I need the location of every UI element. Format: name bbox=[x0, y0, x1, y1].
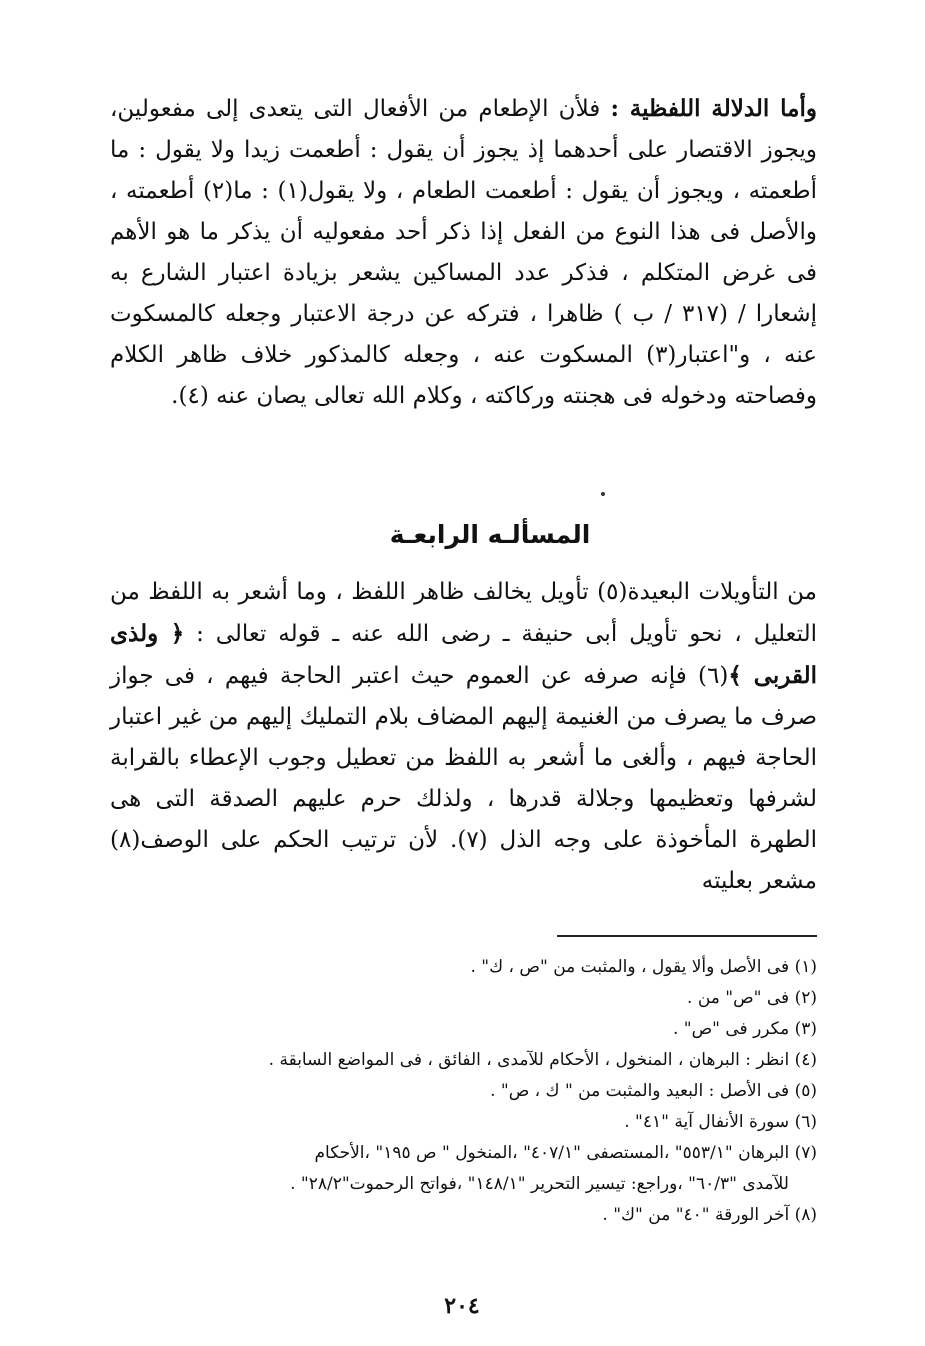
paragraph-2 bbox=[110, 572, 817, 902]
paragraph-1 bbox=[110, 88, 817, 417]
paragraph-1-lead: وأما الدلالة اللفظية : bbox=[610, 95, 817, 122]
paragraph-2-text bbox=[110, 572, 817, 902]
footnote-3: (٣) مكرر فى "ص" . bbox=[672, 1019, 817, 1039]
decorative-dot bbox=[601, 492, 605, 496]
footnote-7-continued: للآمدى "٦٠/٣" ،وراجع: تيسير التحرير "١٤٨/١" ،فواتح الرحموت"٢٨/٢" . bbox=[290, 1174, 789, 1194]
quran-quote: ﴿ ولذى القربى ﴾ bbox=[110, 620, 818, 689]
paragraph-2-part1: من التأويلات البعيدة(٥) تأويل يخالف ظاهر اللفظ ، وما أشعر به اللفظ من التعليل ، نحو تأويل أبى حنيفة ـ رضى الله عنه ـ قوله تعالى : bbox=[110, 579, 818, 647]
paragraph-1-text bbox=[110, 88, 817, 417]
footnote-2: (٢) فى "ص" من . bbox=[687, 988, 817, 1008]
footnote-4: (٤) انظر : البرهان ، المنخول ، الأحكام للآمدى ، الفائق ، فى المواضع السابقة . bbox=[268, 1050, 817, 1070]
footnote-5: (٥) فى الأصل : البعيد والمثبت من " ك ، ص" . bbox=[490, 1081, 817, 1101]
footnote-separator bbox=[557, 935, 817, 937]
paragraph-2-part2: (٦) فإنه صرفه عن العموم حيث اعتبر الحاجة فيهم ، فى جواز صرف ما يصرف من الغنيمة إليهم المضاف بلام التمليك إليهم من غير اعتبار الحاجة فيهم ، وألغى ما أشعر به اللفظ من تعطيل وجوب الإعطاء بالقرابة لشرفها وتعظيمها وجلالة قدرها ، ولذلك حرم عليهم الصدقة التى هى الطهرة المأخوذة على وجه الذل (٧). لأن ترتيب الحكم على الوصف(٨) مشعر بعليته bbox=[110, 663, 817, 894]
footnote-1: (١) فى الأصل وألا يقول ، والمثبت من "ص ، ك" . bbox=[470, 957, 817, 977]
footnote-6: (٦) سورة الأنفال آية "٤١" . bbox=[624, 1112, 817, 1132]
section-heading: المسألـه الرابعـة bbox=[389, 520, 591, 549]
page-number: ٢٠٤ bbox=[444, 1293, 480, 1319]
footnotes bbox=[118, 952, 817, 1231]
footnote-7: (٧) البرهان "٥٥٣/١" ،المستصفى "٤٠٧/١" ،المنخول " ص ١٩٥" ،الأحكام bbox=[314, 1143, 817, 1163]
paragraph-1-body: فلأن الإطعام من الأفعال التى يتعدى إلى مفعولين، ويجوز الاقتصار على أحدهما إذ يجوز أن يقول : أطعمت زيدا ولا يقول : ما أطعمته ، ويجوز أن يقول : أطعمت الطعام ، ولا يقول(١) : ما(٢) أطعمته ، والأصل فى هذا النوع من الفعل إذا ذكر أحد مفعوليه أن يذكر ما هو الأهم فى غرض المتكلم ، فذكر عدد المساكين يشعر بزيادة اعتبار الشارع به إشعارا / (٣١٧ / ب ) ظاهرا ، فتركه عن درجة الاعتبار وجعله كالمسكوت عنه ، و"اعتبار(٣) المسكوت عنه ، وجعله كالمذكور خلاف ظاهر الكلام وفصاحته ودخوله فى هجنته وركاكته ، وكلام الله تعالى يصان عنه (٤). bbox=[110, 96, 818, 409]
footnote-8: (٨) آخر الورقة "٤٠" من "ك" . bbox=[602, 1205, 817, 1225]
